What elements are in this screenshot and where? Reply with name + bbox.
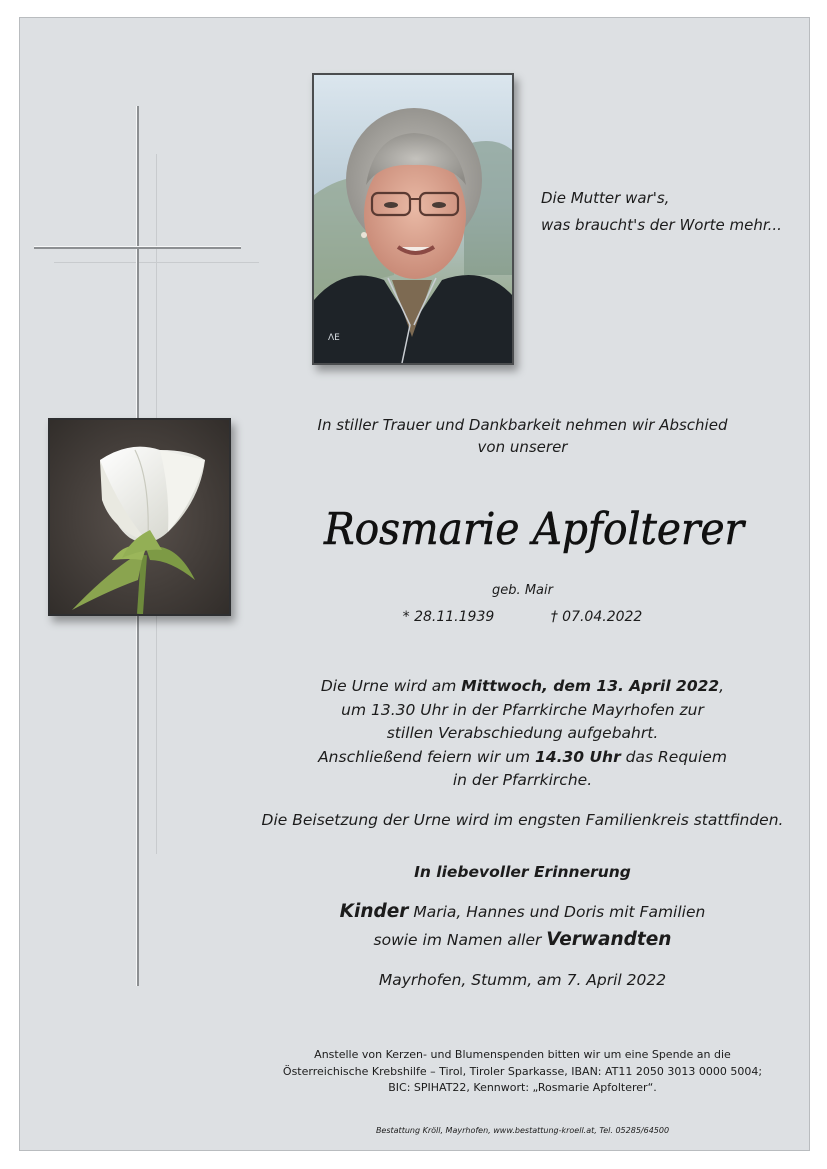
- mourners: [250, 898, 795, 954]
- ceremony-line-1: [250, 675, 795, 699]
- quote-line-2: was braucht's der Worte mehr...: [541, 216, 782, 234]
- ceremony-l4-pre: Anschließend feiern wir um: [318, 747, 536, 766]
- quote-line-1: Die Mutter war's,: [541, 189, 670, 207]
- ceremony-date: Mittwoch, dem 13. April 2022: [461, 677, 720, 695]
- requiem-time: 14.30 Uhr: [535, 747, 621, 766]
- ceremony-l4-post: das Requiem: [620, 747, 727, 766]
- mourners-l2-pre: sowie im Namen aller: [373, 931, 547, 949]
- ceremony-l1-pre: Die Urne wird am: [320, 677, 462, 695]
- birth-date: * 28.11.1939: [402, 609, 495, 625]
- intro-text: [250, 414, 795, 458]
- donation-line-3: BIC: SPIHAT22, Kennwort: „Rosmarie Apfolterer“.: [388, 1081, 657, 1094]
- donation-line-1: Anstelle von Kerzen- und Blumenspenden bitten wir um eine Spende an die: [314, 1048, 731, 1061]
- ceremony-text: [250, 675, 795, 793]
- cross-horizontal-beam: [34, 246, 241, 249]
- obituary-card: [19, 17, 810, 1151]
- deceased-name-text: Rosmarie Apfolterer: [323, 504, 747, 555]
- life-dates: [250, 609, 795, 625]
- place-date: Mayrhofen, Stumm, am 7. April 2022: [378, 971, 667, 989]
- mourners-children: Maria, Hannes und Doris mit Familien: [408, 903, 706, 921]
- ceremony-line-3: stillen Verabschiedung aufgebahrt.: [386, 724, 659, 742]
- deceased-name: [300, 478, 770, 578]
- ceremony-line-4: [250, 746, 795, 770]
- mourners-line-1: [250, 898, 795, 926]
- quote: [541, 185, 782, 239]
- mourners-line-2: [250, 926, 795, 954]
- intro-line-1: In stiller Trauer und Dankbarkeit nehmen wir Abschied: [317, 416, 728, 434]
- birth-name: geb. Mair: [492, 583, 553, 598]
- donation-text: [250, 1047, 795, 1097]
- memory-heading: In liebevoller Erinnerung: [414, 863, 631, 881]
- donation-line-2: Österreichische Krebshilfe – Tirol, Tiroler Sparkasse, IBAN: AT11 2050 3013 0000 5004;: [282, 1064, 763, 1078]
- svg-text:ΛE: ΛE: [328, 333, 340, 343]
- portrait-photo: [312, 73, 514, 365]
- funeral-home-footer: Bestattung Kröll, Mayrhofen, www.bestattung-kroell.at, Tel. 05285/64500: [375, 1126, 670, 1135]
- ceremony-line-5: in der Pfarrkirche.: [452, 771, 593, 789]
- intro-line-2: von unserer: [477, 438, 568, 456]
- cross-shadow-horizontal: [54, 262, 259, 263]
- death-date: † 07.04.2022: [550, 609, 643, 625]
- ceremony-l1-post: ,: [719, 677, 725, 695]
- mourners-children-label: Kinder: [339, 901, 409, 922]
- ceremony-line-2: um 13.30 Uhr in der Pfarrkirche Mayrhofen zur: [341, 700, 704, 719]
- burial-text: Die Beisetzung der Urne wird im engsten Familienkreis stattfinden.: [261, 811, 784, 829]
- mourners-relatives: Verwandten: [546, 929, 672, 950]
- rose-photo: [48, 418, 231, 616]
